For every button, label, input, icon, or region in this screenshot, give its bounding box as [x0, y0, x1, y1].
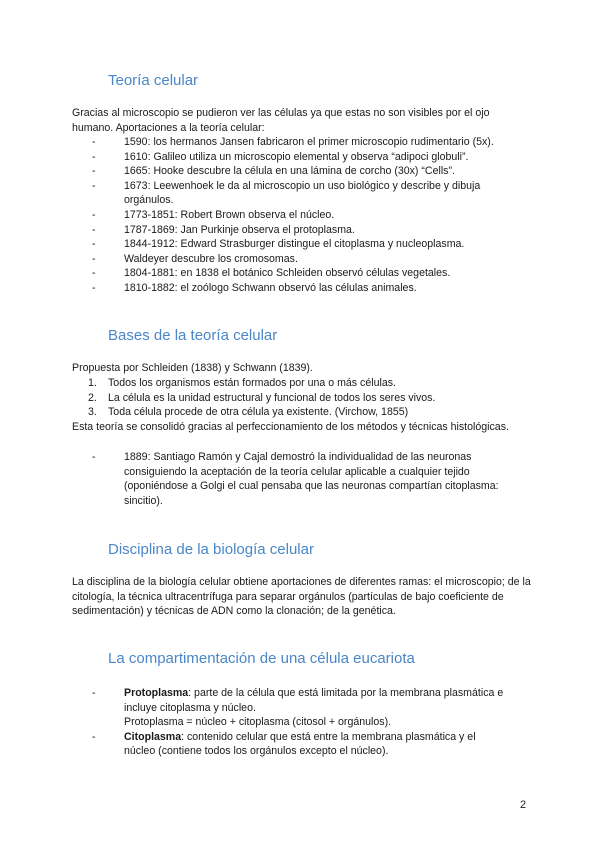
list-item: - 1773-1851: Robert Brown observa el núcleo.: [92, 208, 335, 221]
list-item: - 1844-1912: Edward Strasburger distingue el citoplasma y nucleoplasma.: [92, 238, 465, 251]
heading-bases-teoria: Bases de la teoría celular: [108, 327, 278, 344]
list-item: 2. La célula es la unidad estructural y funcional de todos los seres vivos.: [88, 391, 436, 404]
bases-dash-list: [92, 450, 508, 508]
page-number: 2: [520, 799, 527, 811]
list-item: - 1590: los hermanos Jansen fabricaron el primer microscopio rudimentario (5x).: [92, 136, 494, 148]
term-citoplasma: Citoplasma: [124, 730, 182, 743]
list-item: - 1787-1869: Jan Purkinje observa el protoplasma.: [92, 223, 355, 236]
list-item: 1. Todos los organismos están formados por una o más células.: [88, 377, 396, 389]
bases-intro: Propuesta por Schleiden (1838) y Schwann (1839).: [72, 362, 313, 374]
heading-teoria-celular: Teoría celular: [108, 72, 199, 89]
protoplasma-formula: Protoplasma = núcleo + citoplasma (citosol + orgánulos).: [124, 716, 392, 729]
teoria-intro: Gracias al microscopio se pudieron ver las células ya que estas no son visibles por el ojo humano. Aportaciones a la teoría celular:: [72, 107, 490, 134]
list-item: - Protoplasma: parte de la célula que está limitada por la membrana plasmática e incluye citoplasma y núcleo. Protoplasma = núcleo + citoplasma (citosol + orgánulos).: [108, 686, 508, 730]
list-item: - Waldeyer descubre los cromosomas.: [92, 252, 298, 265]
bases-after: Esta teoría se consolidó gracias al perfeccionamiento de los métodos y técnicas histológicas.: [72, 421, 509, 433]
heading-compartimentacion: La compartimentación de una célula eucariota: [108, 650, 415, 667]
teoria-history-list: [92, 135, 508, 296]
list-item: - Citoplasma: contenido celular que está entre la membrana plasmática y el núcleo (contiene todos los orgánulos excepto el núcleo).: [92, 730, 476, 758]
list-item: 3. Toda célula procede de otra célula ya existente. (Virchow, 1855): [88, 406, 409, 419]
disciplina-text: La disciplina de la biología celular obtiene aportaciones de diferentes ramas: el microscopio; de la citología, la técnica ultracentrífuga para separar orgánulos (partículas de bajo coeficiente de sedimentación) y técnicas de ADN como la clonación; de la genética.: [72, 576, 531, 618]
term-protoplasma: Protoplasma: [124, 687, 189, 699]
bases-numbered-list: [88, 376, 508, 420]
list-item: - 1804-1881: en 1838 el botánico Schleiden observó células vegetales.: [92, 267, 451, 280]
list-item: - 1889: Santiago Ramón y Cajal demostró la individualidad de las neuronas consiguiendo la aceptación de la teoría celular aplicable a cualquier tejido (oponiéndose a Golgi el cual pensaba que las neuronas compartían citoplasma: sincitio).: [92, 451, 499, 507]
compartimentacion-list: [92, 686, 508, 759]
list-item: - 1665: Hooke descubre la célula en una lámina de corcho (30x) “Cells”.: [92, 165, 455, 178]
list-item: - 1673: Leewenhoek le da al microscopio un uso biológico y describe y dibuja orgánulos.: [92, 179, 481, 207]
list-item: - 1810-1882: el zoólogo Schwann observó las células animales.: [92, 281, 417, 294]
list-item: - 1610: Galileo utiliza un microscopio elemental y observa “adipoci globuli”.: [92, 150, 469, 163]
heading-disciplina: Disciplina de la biología celular: [108, 541, 314, 558]
